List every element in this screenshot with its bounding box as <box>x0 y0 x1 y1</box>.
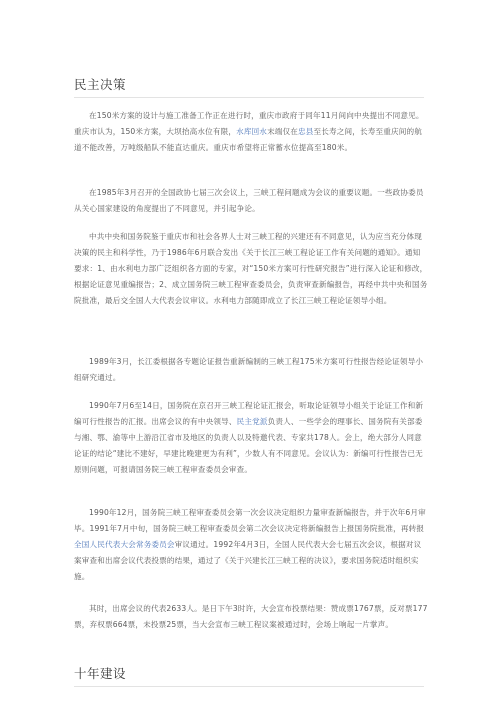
paragraph-1-text-b: 末端仅在 <box>267 127 299 136</box>
paragraph-6-text-a: 1990年12月，国务院三峡工程审查委员会第一次会议决定组织力量审查新编报告，并于次年6月审毕。1991年7月中旬，国务院三峡工程审查委员会第二次会议决定将新编报告上报国务院批准，再转报 <box>74 508 426 533</box>
section-divider <box>74 686 424 687</box>
paragraph-7: 其时，出席会议的代表2633人。是日下午3时许，大会宣布投票结果：赞成票1767票，反对票177票，弃权票664票，未投票25票，当大会宣布三峡工程议案被通过时，会场上响起一片掌声。 <box>74 604 428 629</box>
paragraph-6-text-b: 审议通过。1992年4月3日，全国人民代表大会七届五次会议，根据对议案审查和出席会议代表投票的结果，通过了《关于兴建长江三峡工程的决议》，要求国务院适时组织实施。 <box>74 540 422 581</box>
section-divider <box>74 97 424 98</box>
paragraph-1-text-a: 在150米方案的设计与施工准备工作正在进行时，重庆市政府于同年11月间向中央提出不同意见。重庆市认为，150米方案，大坝抬高水位有限， <box>74 111 424 136</box>
paragraph-5-text-b: 负责人、一些学会的理事长、国务院有关部委与湘、鄂、渝等中上游沿江省市及地区的负责人以及特邀代表、专家共178人。会上，绝大部分人同意论证的结论“建比不建好，早建比晚建更为有利”，少数人有不同意见。会议认为：新编可行性报告已无原则问题，可报请国务院三峡工程审查委员会审查。 <box>74 417 423 474</box>
link-npc-standing-committee[interactable]: 全国人民代表大会常务委员会 <box>74 540 175 549</box>
link-zhong-county[interactable]: 忠县 <box>298 127 314 136</box>
paragraph-3: 中共中央和国务院鉴于重庆市和社会各界人士对三峡工程的兴建还有不同意见，认为应当充分体现决策的民主和科学性，乃于1986年6月联合发出《关于长江三峡工程论证工作有关问题的通知》。通知要求：1、由水利电力部广泛组织各方面的专家，对“150米方案可行性研究报告”进行深入论证和修改，根据论证意见重编报告；2、成立国务院三峡工程审查委员会，负责审查新编报告，再经中共中央和国务院批准，最后交全国人大代表会议审议。水利电力部随即成立了长江三峡工程论证领导小组。 <box>74 232 428 305</box>
paragraph-5 <box>74 398 428 478</box>
paragraph-1-text-c: 至长寿之间，长寿至重庆间的航道不能改善，万吨级船队不能直达重庆。重庆市希望将正常蓄水位提高至180米。 <box>74 127 422 152</box>
link-democratic-parties[interactable]: 民主党派 <box>236 417 268 426</box>
paragraph-5-text-a: 1990年7月6至14日，国务院在京召开三峡工程论证汇报会，听取论证领导小组关于论证工作和新编可行性报告的汇报。出席会议的有中央领导、 <box>74 401 424 426</box>
paragraph-2: 在1985年3月召开的全国政协七届三次会议上，三峡工程问题成为会议的重要议题。一些政协委员从关心国家建设的角度提出了不同意见，并引起争论。 <box>74 188 424 213</box>
paragraph-1 <box>74 108 428 156</box>
section-title-democracy: 民主决策 <box>74 77 127 92</box>
section-title-decade: 十年建设 <box>74 666 127 681</box>
link-reservoir-backwater[interactable]: 水库回水 <box>236 127 268 136</box>
paragraph-6 <box>74 505 428 585</box>
paragraph-4: 1989年3月，长江委根据各专题论证报告重新编制的三峡工程175米方案可行性报告经论证领导小组研究通过。 <box>74 357 424 382</box>
